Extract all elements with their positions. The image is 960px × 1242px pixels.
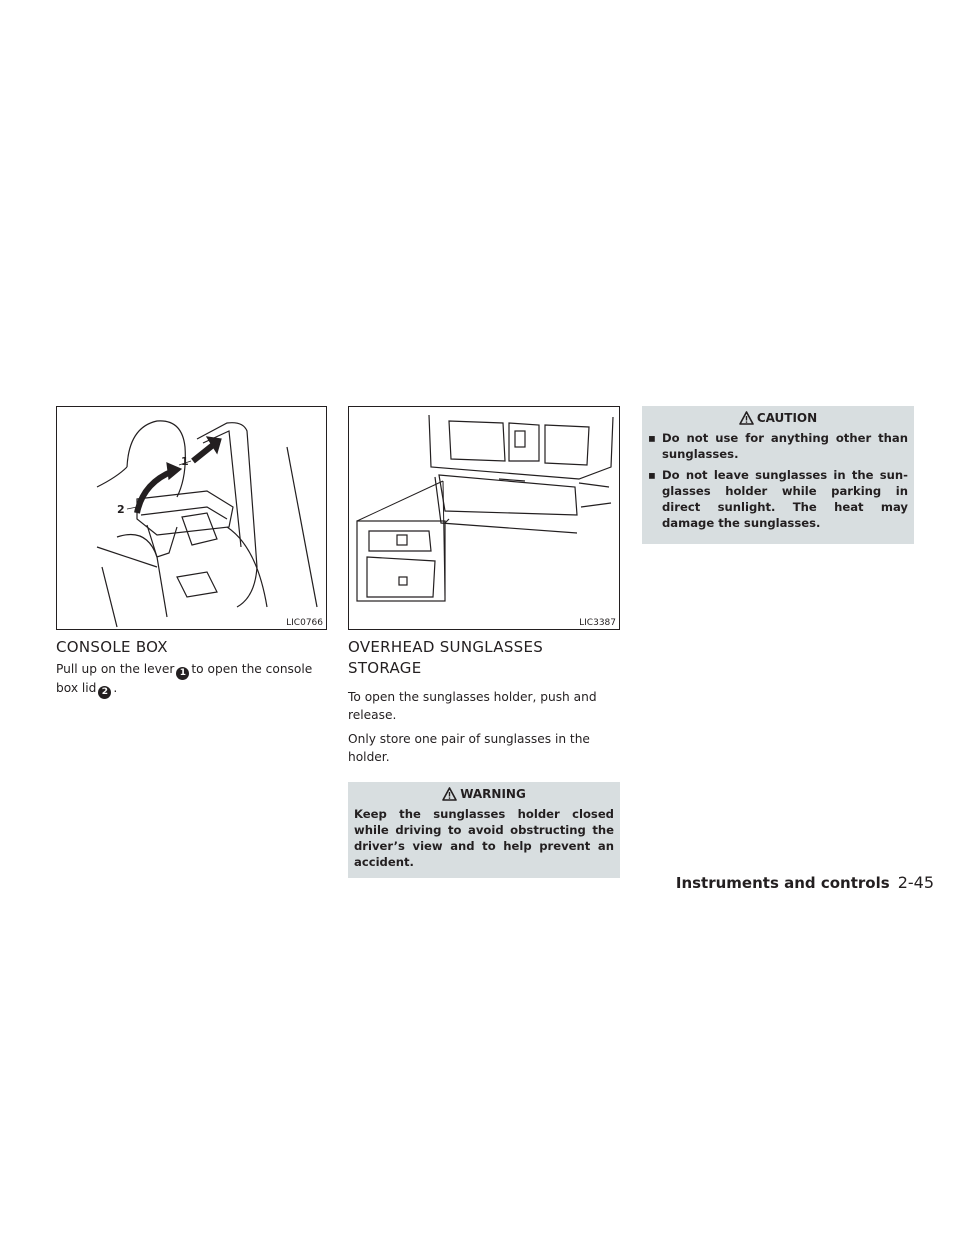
svg-text:1: 1 (181, 455, 189, 468)
console-box-heading: CONSOLE BOX (56, 638, 168, 656)
sunglasses-illustration (349, 407, 619, 629)
sunglasses-para-2: Only store one pair of sunglasses in the holder. (348, 732, 590, 764)
sunglasses-figure (348, 406, 620, 630)
callout-2-icon: 2 (98, 686, 111, 699)
warning-triangle-icon (442, 787, 457, 801)
text-part: Pull up on the lever (56, 662, 175, 676)
callout-1-icon: 1 (176, 667, 189, 680)
console-column (56, 406, 327, 706)
caution-title: CAUTION (756, 411, 818, 425)
figure-code: LIC3387 (579, 618, 616, 628)
section-name: Instruments and controls (675, 874, 890, 892)
page-footer (676, 873, 934, 892)
text-part: to open the console box lid (56, 662, 313, 695)
warning-box (348, 782, 620, 878)
console-box-text (56, 661, 327, 699)
caution-list (642, 428, 914, 544)
caution-item: ▪ Do not leave sunglasses in the sun-glasses holder while parking in direct sunlight. The heat may damage the sunglasses. (648, 467, 908, 531)
warning-title: WARNING (460, 787, 526, 801)
console-box-illustration (57, 407, 326, 629)
warning-header (348, 782, 620, 804)
figure-code: LIC0766 (286, 618, 323, 628)
sunglasses-para-1: To open the sunglasses holder, push and release. (348, 690, 597, 722)
sunglasses-heading (348, 637, 620, 679)
svg-text:2: 2 (117, 503, 125, 516)
caution-item: ▪ Do not use for anything other than sunglasses. (648, 430, 908, 462)
text-part: . (113, 681, 118, 695)
sunglasses-column (348, 406, 620, 878)
warning-text: Keep the sunglasses holder closed while driving to avoid obstructing the driver’s view and to help prevent an accident. (354, 807, 614, 869)
console-box-figure (56, 406, 327, 630)
heading-line: OVERHEAD SUNGLASSES (348, 638, 544, 656)
caution-header (642, 406, 914, 428)
caution-column (642, 406, 914, 544)
caution-triangle-icon (739, 411, 754, 425)
heading-line: STORAGE (348, 659, 422, 677)
caution-box (642, 406, 914, 544)
page-number: 2-45 (897, 873, 934, 892)
